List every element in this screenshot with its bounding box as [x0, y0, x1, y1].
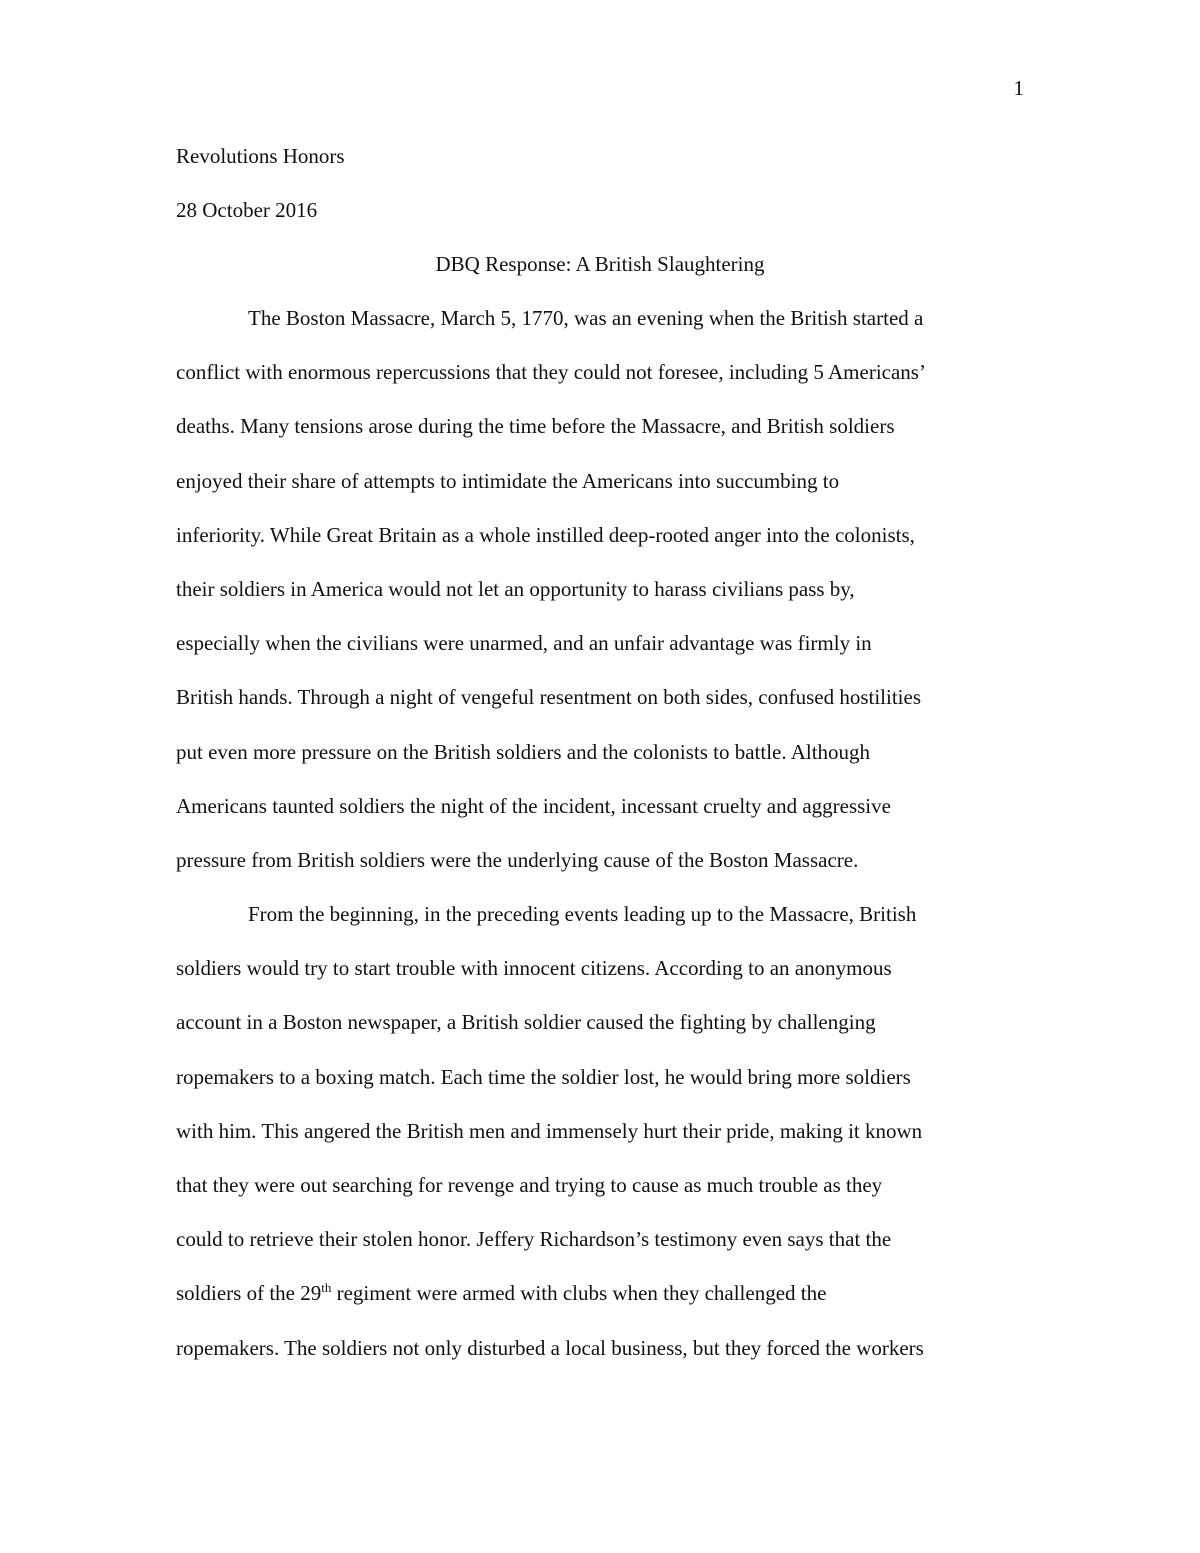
regiment-text-before: soldiers of the 29 [176, 1281, 322, 1306]
text-line-regiment [176, 1279, 1026, 1333]
text-line: enjoyed their share of attempts to intimidate the Americans into succumbing to [176, 468, 840, 493]
text-line: Americans taunted soldiers the night of the incident, incessant cruelty and aggressive [176, 793, 891, 818]
paragraph-1 [176, 304, 1026, 900]
text-line: soldiers would try to start trouble with innocent citizens. According to an anonymous [176, 956, 892, 981]
regiment-text-after: regiment were armed with clubs when they challenged the [331, 1281, 827, 1306]
paragraph-2 [176, 900, 1026, 1388]
text-line: From the beginning, in the preceding events leading up to the Massacre, British [248, 902, 917, 926]
text-line: that they were out searching for revenge and trying to cause as much trouble as they [176, 1172, 883, 1197]
text-line: conflict with enormous repercussions that they could not foresee, including 5 Americans’ [176, 360, 926, 385]
text-line: could to retrieve their stolen honor. Jeffery Richardson’s testimony even says that the [176, 1227, 892, 1252]
course-name: Revolutions Honors [176, 144, 345, 168]
text-line: ropemakers. The soldiers not only disturbed a local business, but they forced the workers [176, 1335, 924, 1360]
page-number: 1 [1013, 76, 1024, 100]
essay-title: DBQ Response: A British Slaughtering [435, 252, 765, 276]
text-line: especially when the civilians were unarmed, and an unfair advantage was firmly in [176, 631, 872, 656]
text-line: with him. This angered the British men and immensely hurt their pride, making it known [176, 1118, 923, 1143]
text-line: their soldiers in America would not let an opportunity to harass civilians pass by, [176, 576, 855, 601]
text-line: account in a Boston newspaper, a British soldier caused the fighting by challenging [176, 1010, 876, 1035]
text-line: deaths. Many tensions arose during the time before the Massacre, and British soldiers [176, 414, 895, 439]
text-line: The Boston Massacre, March 5, 1770, was an evening when the British started a [248, 306, 924, 330]
ordinal-superscript: th [321, 1280, 332, 1296]
text-line: inferiority. While Great Britain as a whole instilled deep-rooted anger into the colonists, [176, 522, 915, 547]
text-line: put even more pressure on the British soldiers and the colonists to battle. Although [176, 739, 871, 764]
text-line: British hands. Through a night of vengeful resentment on both sides, confused hostilities [176, 685, 922, 710]
text-line: ropemakers to a boxing match. Each time the soldier lost, he would bring more soldiers [176, 1064, 911, 1089]
document-date: 28 October 2016 [176, 198, 318, 222]
text-line: pressure from British soldiers were the underlying cause of the Boston Massacre. [176, 847, 859, 872]
